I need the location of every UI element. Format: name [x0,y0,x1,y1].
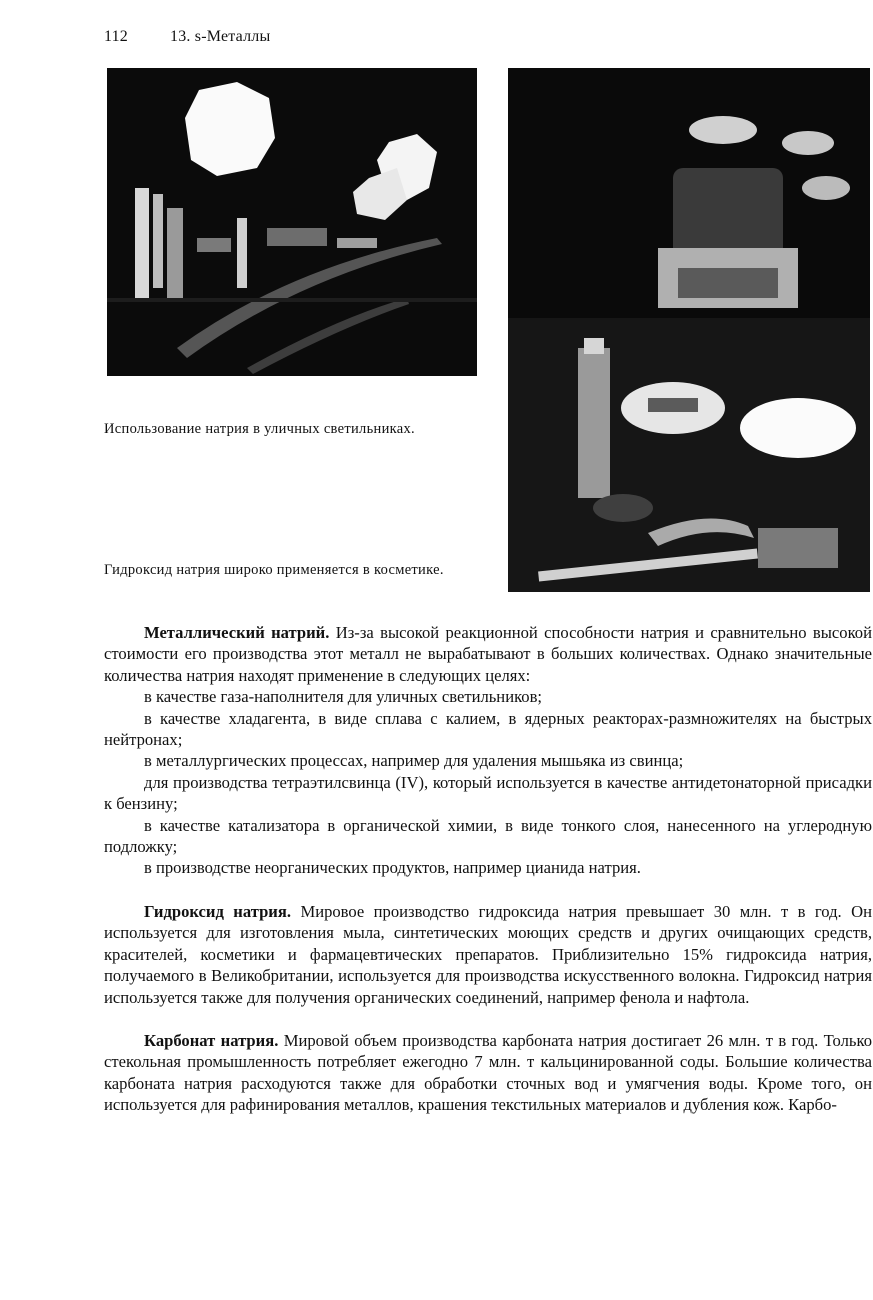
main-text [104,622,872,1116]
figure-caption-street-lamps: Использование натрия в уличных светильниках. [104,421,415,437]
list-item: для производства тетраэтилсвинца (IV), который используется в качестве антидетонаторной присадки к бензину; [104,772,872,814]
cosmetics-photo [508,68,870,592]
chapter-title: 13. s-Металлы [170,28,271,45]
paragraph-text: Из-за высокой реакционной способности натрия и сравнительно высокой стоимости его производства этот металл не вырабатывают в больших количествах. Однако значительные количества натрия находят применение в следующих целях: [104,623,872,685]
list-item: в металлургических процессах, например для удаления мышьяка из свинца; [144,751,684,771]
list-item: в качестве газа-наполнителя для уличных светильников; [144,687,543,707]
paragraph-carbonate [104,1030,872,1116]
paragraph-hydroxide [104,901,872,1008]
list-item: в производстве неорганических продуктов, например цианида натрия. [144,858,641,878]
paragraph-text: Мировой объем производства карбоната натрия достигает 26 млн. т в год. Только стекольная промышленность потребляет ежегодно 7 млн. т кальцинированной соды. Большие количества карбоната натрия расходуются также для обработки сточных вод и умягчения воды. Кроме того, он используется для рафинирования металлов, крашения текстильных материалов и дубления кож. Карбо- [104,1030,873,1115]
list-item: в качестве катализатора в органической химии, в виде тонкого слоя, нанесенного на углеродную подложку; [104,815,872,857]
page-number: 112 [104,28,129,45]
street-lamp-illustration [107,68,477,376]
paragraph-text: Мировое производство гидроксида натрия превышает 30 млн. т в год. Он используется для изготовления мыла, синтетических моющих средств и других очищающих средств, красителей, косметики и фармацевтических препаратов. Приблизительно 15% гидроксида натрия, получаемого в Великобритании, используется для производства искусственного волокна. Гидроксид натрия используется также для получения органических соединений, например фенола и нафтола. [104,901,872,1007]
list-item: в качестве хладагента, в виде сплава с калием, в ядерных реакторах-размножителях на быстрых нейтронах; [104,708,872,750]
figure-caption-cosmetics: Гидроксид натрия широко применяется в косметике. [104,562,444,578]
running-header [104,28,270,46]
cosmetics-illustration [508,68,870,592]
section-heading: Металлический натрий. [144,623,330,642]
paragraph-metallic [104,622,872,686]
street-lamp-photo [107,68,477,376]
section-heading: Гидроксид натрия. [144,901,291,921]
section-heading: Карбонат натрия. [144,1030,279,1050]
